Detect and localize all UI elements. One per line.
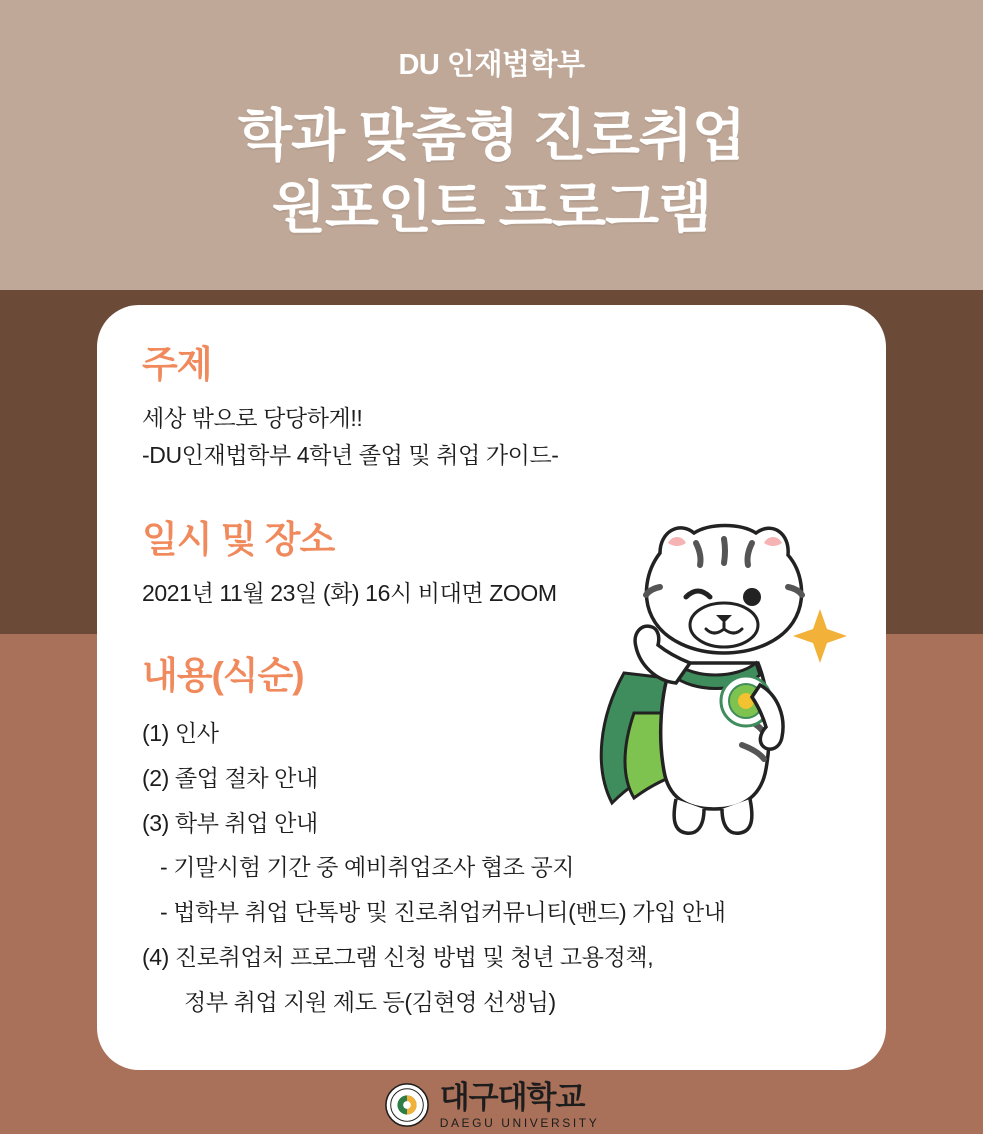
list-item: (2) 졸업 절차 안내 — [142, 764, 318, 791]
topic-line-1: 세상 밖으로 당당하게!! — [142, 404, 363, 431]
footer-text — [439, 1079, 600, 1130]
poster-header — [0, 0, 983, 290]
poster-title-line1: 학과 맞춤형 진로취업 — [238, 103, 745, 167]
list-item: (4) 진로취업처 프로그램 신청 방법 및 청년 고용정책, — [142, 944, 654, 971]
header-kicker: DU 인재법학부 — [398, 49, 585, 81]
list-item: (3) 학부 취업 안내 — [142, 809, 318, 836]
section-heading-topic: 주제 — [142, 344, 212, 385]
datetime-line-1: 2021년 11월 23일 (화) 16시 비대면 ZOOM — [142, 579, 557, 606]
footer-logo — [0, 1076, 983, 1134]
list-item: - 기말시험 기간 중 예비취업조사 협조 공지 — [160, 854, 575, 881]
topic-line-2: -DU인재법학부 4학년 졸업 및 취업 가이드- — [142, 441, 559, 468]
content-card — [97, 305, 886, 1070]
tiger-mascot — [564, 513, 864, 853]
footer-name-ko: 대구대학교 — [439, 1079, 585, 1115]
list-item: - 법학부 취업 단톡방 및 진로취업커뮤니티(밴드) 가입 안내 — [160, 899, 726, 926]
section-heading-datetime: 일시 및 장소 — [142, 519, 335, 561]
footer-name-en: DAEGU UNIVERSITY — [439, 1115, 600, 1130]
poster-title — [238, 100, 745, 243]
poster-title-line2: 원포인트 프로그램 — [271, 175, 712, 239]
list-item: (1) 인사 — [142, 719, 219, 746]
daegu-university-emblem — [384, 1082, 430, 1128]
list-item: 정부 취업 지원 제도 등(김현영 선생님) — [184, 988, 556, 1015]
section-heading-contents: 내용(식순) — [142, 655, 304, 697]
